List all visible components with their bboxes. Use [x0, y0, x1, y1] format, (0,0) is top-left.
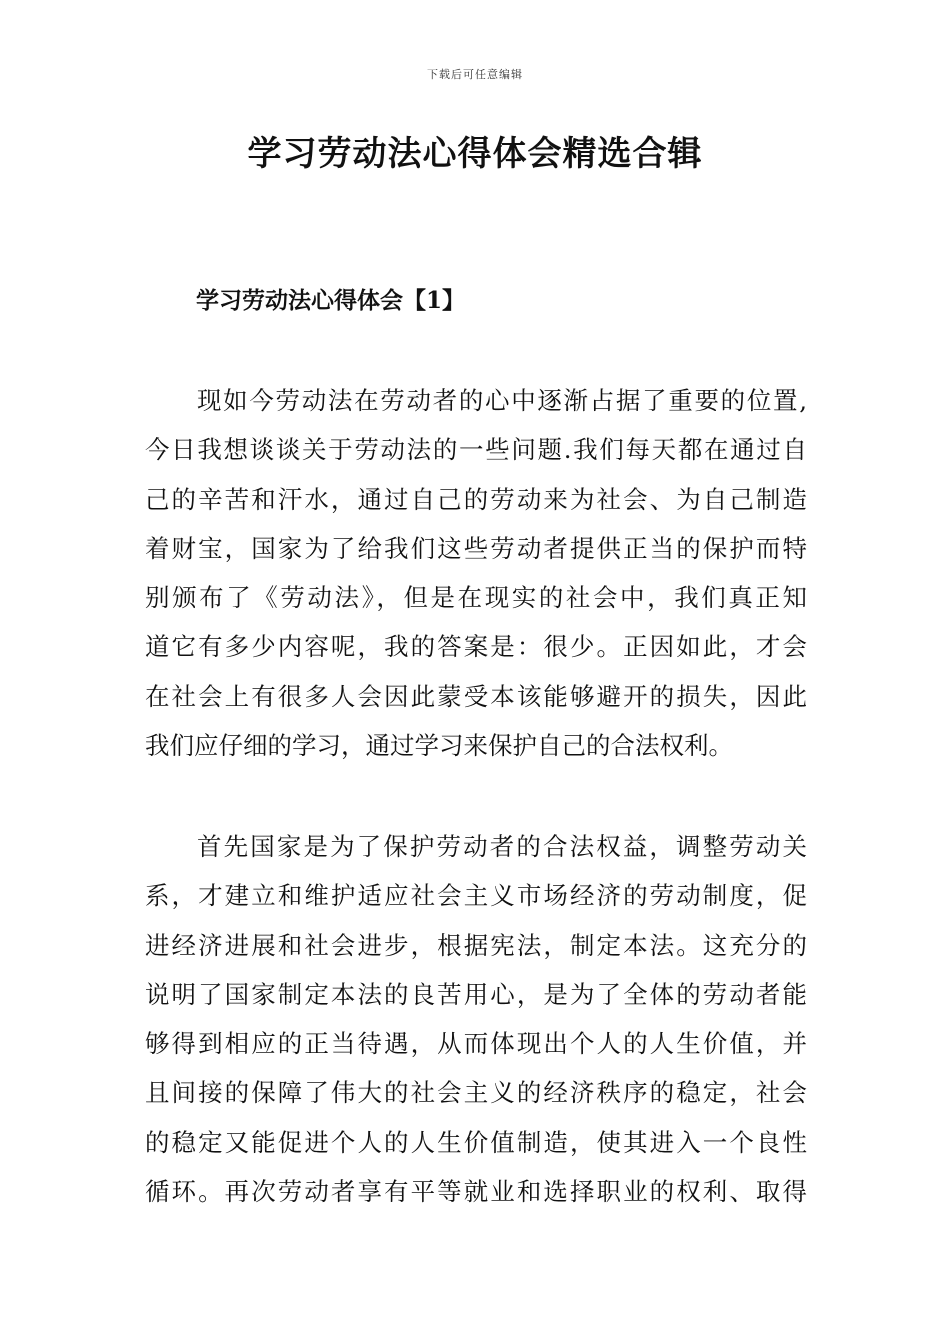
paragraph-line: 今日我想谈谈关于劳动法的一些问题.我们每天都在通过自 — [145, 435, 807, 465]
paragraph-line: 我们应仔细的学习，通过学习来保护自己的合法权利。 — [145, 731, 733, 761]
document-title: 学习劳动法心得体会精选合辑 — [247, 134, 703, 174]
paragraph-line: 道它有多少内容呢，我的答案是：很少。正因如此，才会 — [145, 632, 807, 662]
section-heading: 学习劳动法心得体会【1】 — [196, 287, 466, 314]
paragraph — [145, 822, 807, 1216]
paragraph-line: 首先国家是为了保护劳动者的合法权益，调整劳动关 — [197, 832, 807, 861]
paragraph-line: 且间接的保障了伟大的社会主义的经济秩序的稳定，社会 — [145, 1078, 807, 1108]
paragraph-line: 着财宝，国家为了给我们这些劳动者提供正当的保护而特 — [145, 533, 807, 563]
paragraph — [145, 376, 807, 770]
paragraph-line: 现如今劳动法在劳动者的心中逐渐占据了重要的位置, — [197, 386, 807, 415]
paragraph-line: 够得到相应的正当待遇，从而体现出个人的人生价值，并 — [145, 1029, 807, 1059]
paragraph-line: 己的辛苦和汗水，通过自己的劳动来为社会、为自己制造 — [145, 484, 807, 514]
paragraph-line: 的稳定又能促进个人的人生价值制造，使其进入一个良性 — [145, 1127, 807, 1157]
paragraph-line: 别颁布了《劳动法》，但是在现实的社会中，我们真正知 — [145, 583, 807, 613]
paragraph-line: 循环。再次劳动者享有平等就业和选择职业的权利、取得 — [145, 1177, 807, 1207]
paragraph-line: 说明了国家制定本法的良苦用心，是为了全体的劳动者能 — [145, 979, 807, 1009]
paragraph-line: 进经济进展和社会进步，根据宪法，制定本法。这充分的 — [145, 930, 807, 960]
paragraph-line: 在社会上有很多人会因此蒙受本该能够避开的损失，因此 — [145, 681, 807, 711]
paragraph-line: 系，才建立和维护适应社会主义市场经济的劳动制度，促 — [145, 881, 807, 911]
header-note: 下载后可任意编辑 — [427, 68, 523, 81]
